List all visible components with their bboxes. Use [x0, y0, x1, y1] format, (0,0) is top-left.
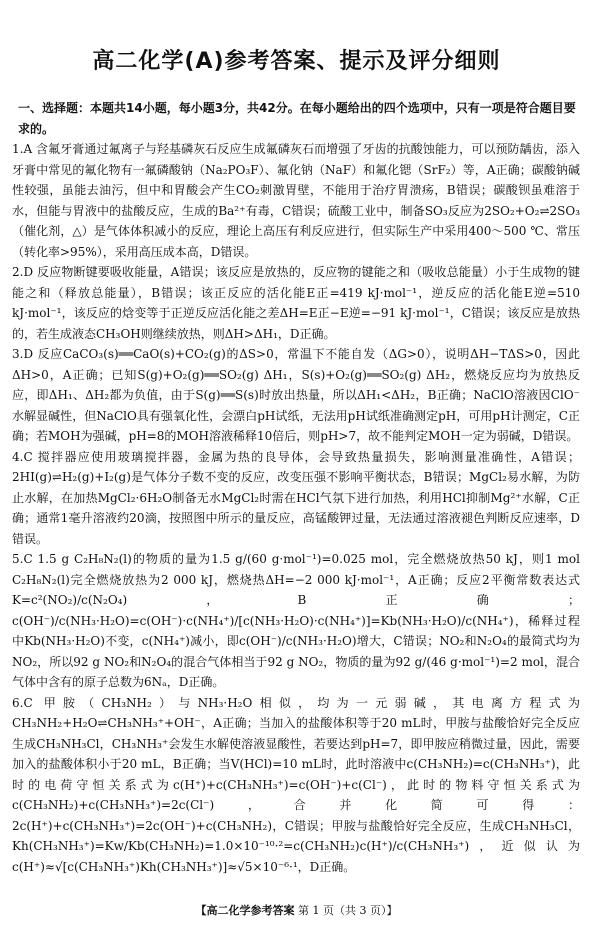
answer-item — [12, 262, 580, 344]
answer-item — [12, 447, 580, 550]
answer-item — [12, 344, 580, 447]
answer-explanation: 反应CaCO₃(s)══CaO(s)+CO₂(g)的ΔS>0，常温下不能自发（ΔG>0），说明ΔH−TΔS>0，因此ΔH>0，A正确；已知S(g)+O₂(g)══SO₂(g) ΔH₁，S(s)+O₂(g)══SO₂(g) ΔH₂，燃烧反应均为放热反应，即ΔH₁、ΔH₂都为负值，由于S(g)══S(s)时放出热量，所以ΔH₁<ΔH₂，B正确；NaClO溶液因ClO⁻水解显碱性，但NaClO具有强氧化性，会漂白pH试纸，无法用pH试纸准确测定pH，可用pH计测定，C正确；若MOH为强碱，pH=8的MOH溶液稀释10倍后，则pH>7，故不能判定MOH一定为弱碱，D错误。 — [12, 347, 580, 443]
answer-explanation: 反应物断键要吸收能量，A错误；该反应是放热的，反应物的键能之和（吸收总能量）小于生成物的键能之和（释放总能量），B错误；该正反应的活化能E正=419 kJ·mol⁻¹，逆反应的活化能E逆=510 kJ·mol⁻¹，该反应的焓变等于正逆反应活化能之差ΔH=E正−E逆=−91 kJ·mol⁻¹，C错误；该反应是放热的，若生成液态CH₃OH则继续放热，则ΔH>ΔH₁，D正确。 — [12, 265, 580, 341]
footer-title: 【高二化学参考答案 — [195, 904, 295, 917]
footer-page-number: 第 1 页（共 3 页）】 — [298, 904, 398, 917]
answer-number: 2.D — [12, 265, 34, 279]
answer-item — [12, 139, 580, 262]
section-heading: 一、选择题：本题共14小题，每小题3分，共42分。在每小题给出的四个选项中，只有一项是符合题目要求的。 — [18, 101, 576, 136]
answer-item — [12, 693, 580, 878]
page-title: 高二化学(A)参考答案、提示及评分细则 — [92, 49, 501, 74]
answer-number: 5.C — [12, 552, 33, 566]
page-footer — [0, 902, 593, 918]
answer-number: 3.D — [12, 347, 34, 361]
answer-item — [12, 549, 580, 693]
answer-number: 6.C — [12, 695, 33, 710]
answer-number: 1.A — [12, 142, 33, 156]
answer-number: 4.C — [12, 449, 33, 464]
answer-list — [12, 139, 580, 877]
answer-explanation: 搅拌器应使用玻璃搅拌器，金属为热的良导体，会导致热量损失，影响测量准确性，A错误；2HI(g)⇌H₂(g)+I₂(g)是气体分子数不变的反应，改变压强不影响平衡状态，B错误；MgCl₂易水解，为防止水解，在加热MgCl₂·6H₂O制备无水MgCl₂时需在HCl气氛下进行加热，利用HCl抑制Mg²⁺水解，C正确；通常1毫升溶液约20滴，按照图中所示的量反应，高锰酸钾过量，无法通过溶液褪色判断反应速率，D错误。 — [12, 449, 580, 546]
content-body — [12, 98, 580, 877]
answer-explanation: 含氟牙膏通过氟离子与羟基磷灰石反应生成氟磷灰石而增强了牙齿的抗酸蚀能力，可以预防龋齿，添入牙膏中常见的氟化物有一氟磷酸钠（Na₂PO₃F）、氟化钠（NaF）和氟化锶（SrF₂）等，A正确；碳酸钠碱性较强，虽能去油污，但中和胃酸会产生CO₂刺激胃壁，不能用于治疗胃溃疡，B错误；碳酸钡虽难溶于水，但能与胃液中的盐酸反应，生成的Ba²⁺有毒，C错误；硫酸工业中，制备SO₃反应为2SO₂+O₂⇌2SO₃（催化剂，△）是气体体积减小的反应，理论上高压有利反应进行，但实际生产中采用400～500 ℃、常压（转化率>95%），采用高压成本高，D错误。 — [12, 142, 580, 259]
answer-explanation: 甲胺（CH₃NH₂）与NH₃·H₂O相似，均为一元弱碱，其电离方程式为CH₃NH₂+H₂O⇌CH₃NH₃⁺+OH⁻，A正确；当加入的盐酸体积等于20 mL时，甲胺与盐酸恰好完全反应生成CH₃NH₃Cl，CH₃NH₃⁺会发生水解使溶液显酸性，若要达到pH=7，即甲胺应稍微过量，因此，需要加入的盐酸体积小于20 mL，B正确；当V(HCl)=10 mL时，此时溶液中c(CH₃NH₂)=c(CH₃NH₃⁺)，此时的电荷守恒关系式为c(H⁺)+c(CH₃NH₃⁺)=c(OH⁻)+c(Cl⁻)，此时的物料守恒关系式为c(CH₃NH₂)+c(CH₃NH₃⁺)=2c(Cl⁻)，合并化简可得：2c(H⁺)+c(CH₃NH₃⁺)=2c(OH⁻)+c(CH₃NH₂)，C错误；甲胺与盐酸恰好完全反应，生成CH₃NH₃Cl，Kh(CH₃NH₃⁺)=Kw/Kb(CH₃NH₂)=1.0×10⁻¹⁰·²=c(CH₃NH₂)c(H⁺)/c(CH₃NH₃⁺)，近似认为c(H⁺)≈√[c(CH₃NH₃⁺)Kh(CH₃NH₃⁺)]≈√5×10⁻⁶·¹，D正确。 — [12, 695, 580, 874]
answer-explanation: 1.5 g C₂H₈N₂(l)的物质的量为1.5 g/(60 g·mol⁻¹)=0.025 mol，完全燃烧放热50 kJ，则1 mol C₂H₈N₂(l)完全燃烧放热为2 000 kJ，燃烧热ΔH=−2 000 kJ·mol⁻¹，A正确；反应2平衡常数表达式K=c²(NO₂)/c(N₂O₄)，B正确；c(OH⁻)/c(NH₃·H₂O)=c(OH⁻)·c(NH₄⁺)/[c(NH₃·H₂O)·c(NH₄⁺)]=Kb(NH₃·H₂O)/c(NH₄⁺)，稀释过程中Kb(NH₃·H₂O)不变，c(NH₄⁺)减小，即c(OH⁻)/c(NH₃·H₂O)增大，C错误；NO₂和N₂O₄的最简式均为NO₂，所以92 g NO₂和N₂O₄的混合气体相当于92 g NO₂，物质的量为92 g/(46 g·mol⁻¹)=2 mol，混合气体中含有的原子总数为6Nₐ，D正确。 — [12, 552, 580, 689]
